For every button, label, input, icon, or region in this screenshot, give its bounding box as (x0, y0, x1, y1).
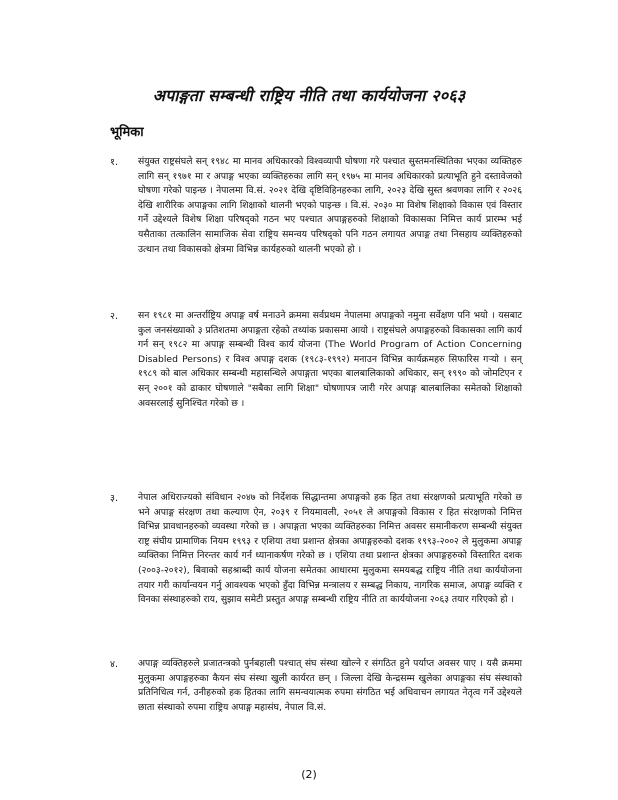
paragraph-text: संयुक्त राष्ट्रसंघले सन् १९४८ मा मानव अधिकारको विश्वव्यापी घोषणा गरे पश्चात सुस्तमनस्थितिका भएका व्यक्तिहरु लागि सन् १९७१ मा र अपाङ्ग भएका व्यक्तिहरुका लागि सन् १९७५ मा मानव अधिकारको प्रत्याभूति हुने दस्तावेजको घोषणा गरेको पाइन्छ । नेपालमा वि.सं. २०२१ देखि दृष्टिविहिनहरुका लागि, २०२३ देखि सुस्त श्रवणका लागि र २०२६ देखि शारीरिक अपाङ्गका लागि शिक्षाको थालनी भएको पाइन्छ । वि.सं. २०३० मा विशेष शिक्षाको विकास एवं विस्तार गर्ने उद्देश्यले विशेष शिक्षा परिषद्को गठन भए पश्चात अपाङ्गहरुको शिक्षाको विकासका निमित्त कार्य प्रारम्भ भई यसैताका तत्कालिन सामाजिक सेवा राष्ट्रिय समन्वय परिषद्को पनि गठन लगायत अपाङ्ग तथा निसहाय व्यक्तिहरुको उत्थान तथा विकासको क्षेत्रमा विभिन्न कार्यहरुको थालनी भएको हो । (138, 156, 522, 255)
paragraph-number: ३. (110, 493, 118, 504)
paragraph-3 (110, 491, 522, 608)
paragraph-text: सन १९८१ मा अन्तर्राष्ट्रिय अपाङ्ग वर्ष मनाउने क्रममा सर्वप्रथम नेपालमा अपाङ्गको नमुना सर्वेक्षण पनि भयो । यसबाट कुल जनसंख्याको ३ प्रतिशतमा अपाङ्गता रहेको तथ्यांक प्रकासमा आयो । राष्ट्रसंघले अपाङ्गहरुको विकासका लागि कार्य गर्न सन् १९८२ मा अपाङ्ग सम्बन्धी विश्व कार्य योजना (The World Program of Action Concerning Disabled Persons) र विश्व अपाङ्ग दशक (१९८३-१९९२) मनाउन विभिन्न कार्यक्रमहरु सिफारिस गऱ्यो । सन् १९८९ को बाल अधिकार सम्बन्धी महासन्धिले अपाङ्गता भएका बालबालिकाको अधिकार, सन् १९९० को जोमटिएन र सन् २००१ को ढाकार घोषणाले "सबैका लागि शिक्षा" घोषणापत्र जारी गरेर अपाङ्ग बालबालिका समेतको शिक्षाको अवसरलाई सुनिश्चित गरेको छ । (138, 310, 522, 409)
paragraph-4 (110, 657, 522, 715)
document-title: अपाङ्गता सम्बन्धी राष्ट्रिय नीति तथा कार्ययोजना २०६३ (152, 86, 466, 105)
page-number: (2) (301, 768, 317, 781)
paragraph-number: २. (110, 311, 118, 322)
paragraph-2 (110, 309, 522, 411)
section-heading: भूमिका (110, 125, 144, 140)
paragraph-number: १. (110, 157, 118, 168)
paragraph-1 (110, 155, 522, 257)
paragraph-text: नेपाल अधिराज्यको संविधान २०४७ को निर्देशक सिद्धान्तमा अपाङ्गको हक हित तथा संरक्षणको प्रत्याभूति गरेको छ भने अपाङ्ग संरक्षण तथा कल्याण ऐन, २०३९ र नियमावली, २०५१ ले अपाङ्गको विकास र हित संरक्षणको निमित्त विभिन्न प्रावधानहरुको व्यवस्था गरेको छ । अपाङ्गता भएका व्यक्तिहरुका निमित्त अवसर समानीकरण सम्बन्धी संयुक्त राष्ट्र संघीय प्रामाणिक नियम १९९३ र एशिया तथा प्रशान्त क्षेत्रका अपाङ्गहरुको दशक १९९३-२००२ ले मुलुकमा अपाङ्ग व्यक्तिका निमित्त निरन्तर कार्य गर्न ध्यानाकर्षण गरेको छ । एशिया तथा प्रशान्त क्षेत्रका अपाङ्गहरुको विस्तारित दशक (२००३-२०१२), बिवाको सहश्राब्दी कार्य योजना समेतका आधारमा मुलुकमा समयबद्ध राष्ट्रिय नीति तथा कार्ययोजना तयार गरी कार्यान्वयन गर्नु आवश्यक भएको हुँदा विभिन्न मन्त्रालय र सम्बद्ध निकाय, नागरिक समाज, अपाङ्ग व्यक्ति र विनका संस्थाहरुको राय, सुझाव समेटी प्रस्तुत अपाङ्ग सम्बन्धी राष्ट्रिय नीति ता कार्ययोजना २०६३ तयार गरिएको हो । (138, 492, 522, 606)
paragraph-text: अपाङ्ग व्यक्तिहरुले प्रजातन्त्रको पुर्नबहाली पश्चात् संघ संस्था खोल्ने र संगठित हुने पर्याप्त अवसर पाए । यसै क्रममा मुलुकमा अपाङ्गहरुका कैयन संघ संस्था खुली कार्यरत छन् । जिल्ला देखि केन्द्रसम्म खुलेका अपाङ्गका संघ संस्थाको प्रतिनिधित्व गर्न, उनीहरुको हक हितका लागि समन्वयात्मक रुपमा संगठित भई अधिवाचन लगायत नेतृत्व गर्ने उद्देश्यले छाता संस्थाको रुपमा राष्ट्रिय अपाङ्ग महासंघ, नेपाल वि.सं. (138, 658, 522, 713)
paragraph-number: ४. (110, 659, 118, 670)
